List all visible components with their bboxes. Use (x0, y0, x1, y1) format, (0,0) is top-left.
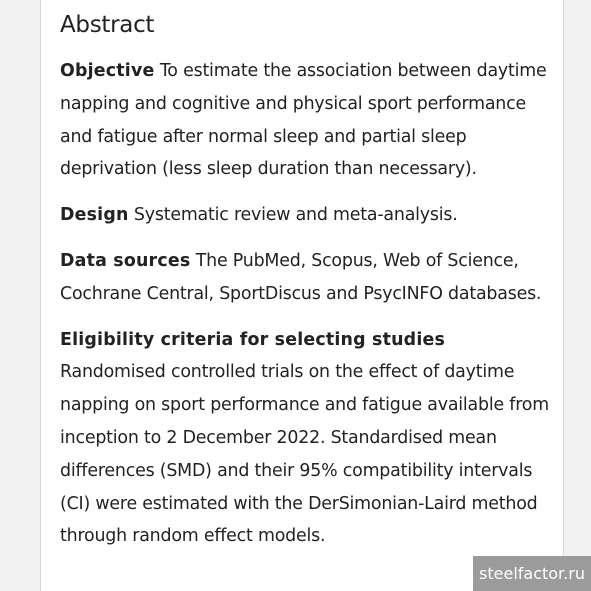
objective-text: To estimate the association between daytime napping and cognitive and physical sport performance and fatigue after normal sleep and partial sleep deprivation (less sleep duration than necessary). (60, 61, 547, 180)
eligibility-label: Eligibility criteria for selecting studies (60, 329, 446, 350)
eligibility-section (60, 324, 550, 554)
design-text: Systematic review and meta-analysis. (133, 205, 458, 226)
design-section (60, 199, 550, 232)
design-label: Design (60, 205, 129, 226)
data-sources-label: Data sources (60, 250, 191, 271)
objective-label: Objective (60, 61, 155, 81)
data-sources-text: The PubMed, Scopus, Web of Science, Cochrane Central, SportDiscus and PsycINFO databases. (60, 250, 542, 304)
eligibility-text: Randomised controlled trials on the effect of daytime napping on sport performance and fatigue available from inception to 2 December 2022. Standardised mean differences (SMD) and their 95% compatibility intervals (CI) were estimated with the DerSimonian-Laird method through random effect models. (60, 362, 549, 547)
objective-section (60, 55, 550, 186)
watermark-badge: steelfactor.ru (473, 556, 591, 591)
abstract-content (60, 8, 550, 566)
abstract-heading: Abstract (60, 12, 155, 38)
data-sources-section (60, 245, 550, 311)
